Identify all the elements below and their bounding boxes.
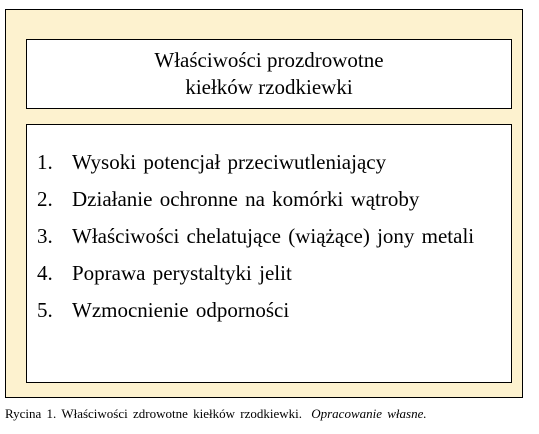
properties-list bbox=[37, 149, 477, 334]
list-item bbox=[37, 186, 477, 212]
title-line-1: Właściwości prozdrowotne bbox=[154, 48, 384, 72]
list-item bbox=[37, 260, 477, 286]
title-box bbox=[26, 39, 512, 109]
figure-caption bbox=[5, 405, 535, 423]
list-item-text: Właściwości chelatujące (wiążące) jony metali bbox=[72, 224, 475, 248]
list-item bbox=[37, 149, 477, 175]
list-item-text: Wzmocnienie odporności bbox=[72, 298, 290, 322]
figure-frame bbox=[5, 9, 523, 398]
list-item-text: Poprawa perystaltyki jelit bbox=[72, 261, 292, 285]
list-item-number: 5. bbox=[37, 298, 53, 322]
list-item-number: 4. bbox=[37, 261, 53, 285]
list-item-text: Wysoki potencjał przeciwutleniający bbox=[72, 150, 387, 174]
list-item-number: 1. bbox=[37, 150, 53, 174]
list-item bbox=[37, 297, 477, 323]
list-item-text: Działanie ochronne na komórki wątroby bbox=[72, 187, 420, 211]
list-item bbox=[37, 223, 477, 249]
caption-label: Rycina 1. Właściwości zdrowotne kiełków rzodkiewki. bbox=[5, 406, 302, 421]
list-item-number: 2. bbox=[37, 187, 53, 211]
properties-box bbox=[26, 124, 512, 383]
caption-source: Opracowanie własne. bbox=[311, 406, 427, 421]
list-item-number: 3. bbox=[37, 224, 53, 248]
title-line-2: kiełków rzodkiewki bbox=[185, 75, 353, 99]
